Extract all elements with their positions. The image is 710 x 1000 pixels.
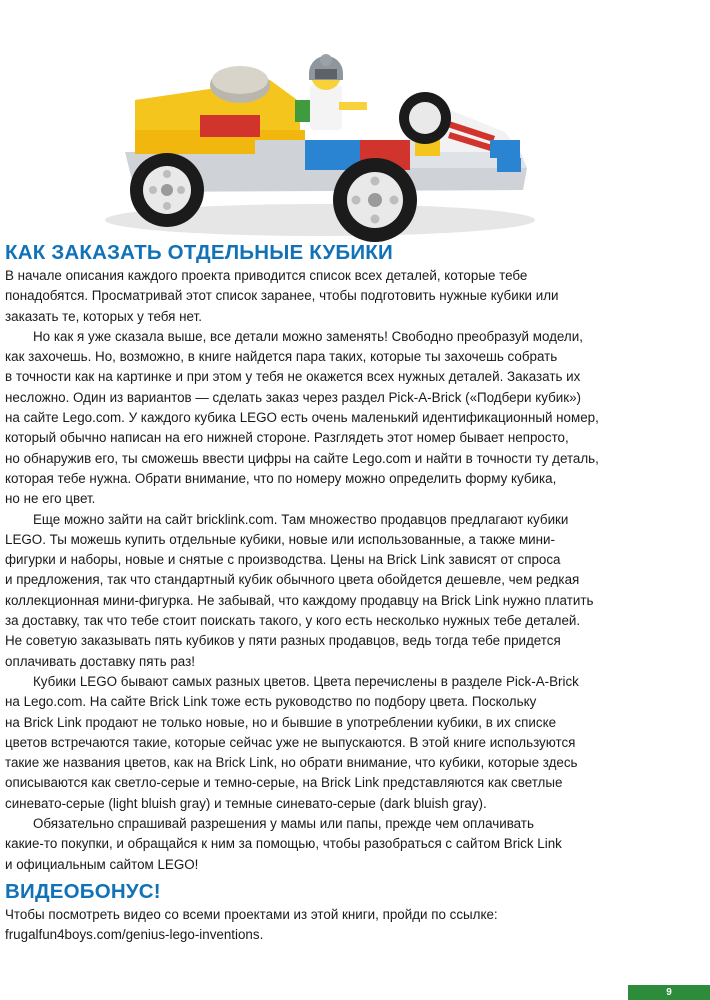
video-link[interactable]: frugalfun4boys.com/genius-lego-inventions.: [5, 927, 264, 943]
paragraph-4: Кубики LEGO бывают самых разных цветов. Цвета перечислены в разделе Pick-A-Brick на Lego.com. На сайте Brick Link тоже есть руководство по подбору цвета. Поскольку на Brick Link продают не только новые, но и бывшие в употреблении кубики, в их списке цветов встречаются такие, которые сейчас уже не выпускаются. В этой книге используются такие же названия цветов, как на Brick Link, но обрати внимание, что кубики, которые здесь описываются как светло-серые и темно-серые, на Brick Link представляются как светлые синевато-серые (light bluish gray) и темные синевато-серые (dark bluish gray).: [5, 673, 579, 811]
section-heading-order-bricks: КАК ЗАКАЗАТЬ ОТДЕЛЬНЫЕ КУБИКИ: [5, 241, 393, 264]
section-heading-video-bonus: ВИДЕОБОНУС!: [5, 879, 161, 903]
article-body: [5, 240, 695, 946]
paragraph-2: Но как я уже сказала выше, все детали можно заменять! Свободно преобразуй модели, как захочешь. Но, возможно, в книге найдется пара таких, которые ты захочешь собрать в точности как на картинке и при этом у тебя не окажется всех нужных деталей. Заказать их несложно. Один из вариантов — сделать заказ через раздел Pick-A-Brick («Подбери кубик») на сайте Lego.com. У каждого кубика LEGO есть очень маленький идентификационный номер, который обычно написан на его нижней стороне. Разглядеть этот номер бывает непросто, но обнаружив его, ты сможешь ввести цифры на сайте Lego.com и найти в точности ту деталь, которая тебе нужна. Обрати внимание, что по номеру можно определить форму кубика, но не его цвет.: [5, 328, 599, 507]
page-number-bar: [628, 985, 710, 1000]
paragraph-5: Обязательно спрашивай разрешения у мамы или папы, прежде чем оплачивать какие-то покупки, и обращайся к ним за помощью, чтобы разобраться с сайтом Brick Link и официальным сайтом LEGO!: [5, 816, 562, 872]
page-number: 9: [666, 987, 672, 998]
paragraph-3: Еще можно зайти на сайт bricklink.com. Там множество продавцов предлагают кубики LEGO. Ты можешь купить отдельные кубики, новые или использованные, а также мини- фигурки и наборы, новые и снятые с производства. Цены на Brick Link зависят от спроса и предложения, так что стандартный кубик обычного цвета обойдется дешевле, чем редкая коллекционная мини-фигурка. Не забывай, что каждому продавцу на Brick Link нужно платить за доставку, так что тебе стоит поискать такого, у кого есть несколько нужных тебе деталей. Не советую заказывать пять кубиков у пяти разных продавцов, ведь тогда тебе придется оплачивать доставку пять раз!: [5, 511, 594, 669]
paragraph-1: В начале описания каждого проекта приводится список всех деталей, которые тебе понадобятся. Просматривай этот список заранее, чтобы подготовить нужные кубики или заказать те, которых у тебя нет.: [5, 268, 559, 324]
video-bonus-text: Чтобы посмотреть видео со всеми проектами из этой книги, пройди по ссылке: frugalfun4boys.com/genius-lego-inventions.: [5, 906, 498, 943]
lego-race-car-image: [95, 40, 540, 245]
